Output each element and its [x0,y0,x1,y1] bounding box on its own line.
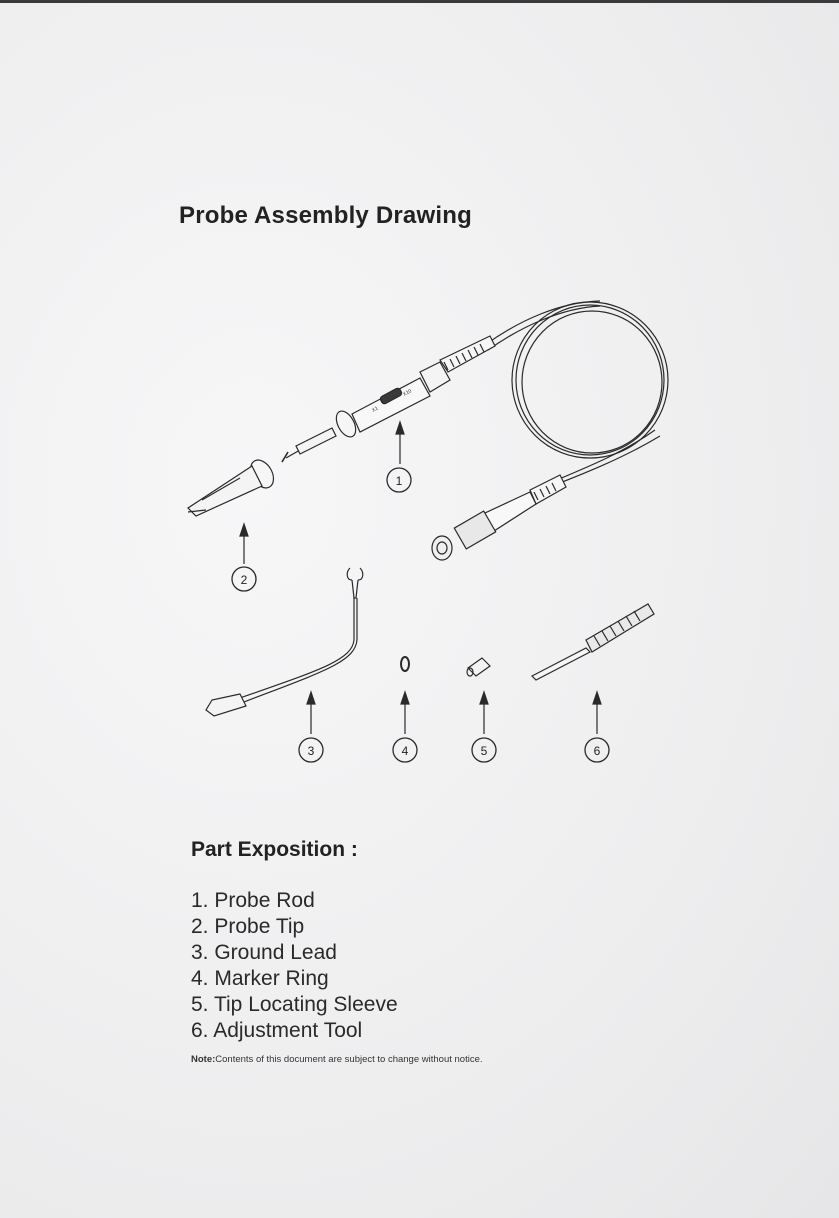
note-label: Note: [191,1054,216,1065]
adjustment-tool [532,604,654,680]
list-item: 6. Adjustment Tool [191,1019,363,1042]
svg-text:4: 4 [401,744,409,758]
callout-1 [387,468,411,492]
list-item: 3. Ground Lead [191,941,337,964]
tip-locating-sleeve [467,658,490,676]
ground-lead [206,568,363,716]
switch-label-x1: X1 [371,405,380,414]
note-text: Contents of this document are subject to change without notice. [215,1054,483,1065]
svg-text:3: 3 [307,744,315,758]
footnote [191,1054,483,1065]
callout-6 [585,738,609,762]
callout-arrows [240,422,601,734]
callout-4 [393,738,417,762]
probe-tip [188,456,278,516]
probe-rod [282,336,495,462]
section-heading: Part Exposition : [191,838,358,861]
page-title: Probe Assembly Drawing [179,202,472,229]
svg-text:2: 2 [240,573,248,587]
svg-text:1: 1 [395,474,403,488]
switch-label-x10: X10 [402,388,413,398]
callout-3 [299,738,323,762]
parts-list [191,888,398,1044]
marker-ring [401,657,409,671]
list-item: 1. Probe Rod [191,889,315,912]
callout-2 [232,567,256,591]
bnc-connector [432,475,566,560]
callout-5 [472,738,496,762]
svg-text:5: 5 [480,744,488,758]
list-item: 4. Marker Ring [191,967,329,990]
list-item: 5. Tip Locating Sleeve [191,993,398,1016]
list-item: 2. Probe Tip [191,915,305,938]
cable-coil [485,301,668,492]
svg-text:6: 6 [593,744,601,758]
